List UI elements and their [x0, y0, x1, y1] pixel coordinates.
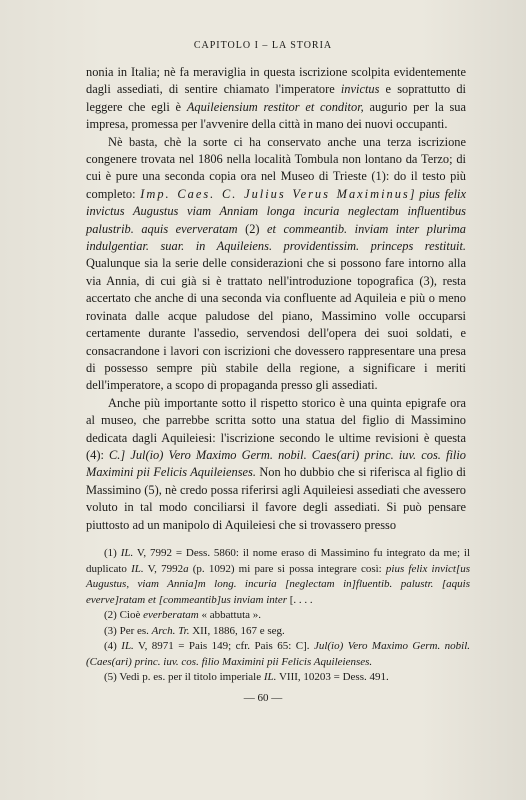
footnote-2	[86, 608, 470, 624]
p1-mid: e soprattutto di leggere che egli è	[86, 82, 466, 114]
fn1-a: (1)	[104, 547, 121, 559]
fn5-b: VIII, 10203 = Dess. 491.	[276, 671, 389, 683]
p1-end: augurio per la sua impresa, promessa per l'avvenire della città in mano dei nuovi occupanti.	[86, 99, 466, 132]
paragraph-2	[86, 134, 466, 395]
p2-d: Qualunque sia la serie delle considerazioni che si possono fare intorno alla via Annia, di cui già si è trattato nell'introduzione topografica (3), resta accertato che anche di una seconda via confluente ad Aquileia e più o meno rovinata dalle acque paludose del piano, Massimino volle occuparsi certamente durante l'assedio, servendosi dell'opera dei suoi soldati, e consacrandone i lavori con iscrizioni che dovessero rappresentare una presa di possesso sempre più stabile della regione, a significare i meriti dell'imperatore, a scopo di propaganda presso gli assediati.	[86, 256, 466, 393]
paragraph-3	[86, 395, 466, 534]
p3-b: Non ho dubbio che si riferisca al figlio di Massimino (5), nè credo possa riferirsi agli Aquileiesi assediati che avessero voluto in tal modo conciliarsi il favore degli assediati. Si può pensare piuttosto ad un manipolo di Aquileiesi che si trovassero presso	[86, 465, 466, 532]
footnote-3	[86, 624, 470, 640]
fn4-b: V, 8971 = Pais 149; cfr. Pais 65: C].	[133, 640, 314, 652]
p2-italic-c: et commeantib. inviam inter plurima indulgentiar. suar. in Aquileiens. providentissim. princeps restituit.	[86, 221, 466, 254]
p3-italic: C.] Jul(io) Vero Maximo Germ. nobil. Caes(ari) princ. iuv. cos. filio Maximini pii Felicis Aquileienses.	[86, 447, 466, 480]
running-head: CAPITOLO I – LA STORIA	[193, 40, 333, 51]
fn2-a: (2) Cioè	[104, 609, 144, 621]
footnote-5	[86, 670, 470, 686]
fn1-e: [. . . .	[287, 593, 313, 606]
fn5-a: (5) Vedi p. es. per il titolo imperiale	[104, 671, 264, 683]
footnote-4	[86, 639, 470, 670]
paragraph-1	[86, 64, 466, 134]
fn4-it1: IL.	[121, 640, 134, 652]
fn5-it: IL.	[263, 671, 277, 683]
fn1-it3: a	[183, 562, 189, 575]
p2-spaced-italic: Imp. Caes. C. Julius Verus Maximinus	[140, 186, 410, 201]
main-text	[86, 64, 466, 534]
fn3-b: XII, 1886, 167 e seg.	[189, 624, 285, 637]
p1-text: nonia in Italia; nè fa meraviglia in questa iscrizione scolpita evidentemente dagli assediati, di sentire chiamato l'imperatore	[86, 65, 466, 97]
fn1-b: V, 7992 = Dess. 5860: il nome eraso di Massimino fu integrato da me; il duplicato	[86, 547, 470, 575]
p1-italic-2: Aquileiensium restitor et conditor,	[186, 99, 364, 114]
fn4-it2: Jul(io) Vero Maximo Germ. nobil. (Caes(ari) princ. iuv. cos. filio Maximini pii Felicis Aquileienses.	[86, 640, 471, 668]
fn1-it4: pius felix invict[us Augustus, viam Annia]m long. incuria [neglectam in]fluentib. palustr. [aquis everve]ratam et [commeantib]us inviam inter	[86, 562, 471, 606]
fn2-b: « abbattuta ».	[198, 609, 262, 621]
fn2-it: everberatam	[143, 609, 199, 621]
fn3-a: (3) Per es.	[104, 624, 152, 637]
p3-a: Anche più importante sotto il rispetto storico è una quinta epigrafe ora al museo, che parrebbe scritta sotto una statua del figlio di Massimino dedicata dagli Aquileiesi: l'iscrizione secondo le ultime revisioni è questa (4):	[86, 395, 466, 462]
p2-ref-2: (2)	[237, 221, 268, 236]
p2-italic-b: ] pius felix invictus Augustus viam Anniam longa incuria neglectam influentibus palustrib. aquis eververatam	[86, 186, 466, 236]
footnotes	[86, 546, 470, 686]
page-number: — 60 —	[243, 692, 283, 704]
fn1-c: V, 7992	[143, 562, 184, 575]
fn1-d: (p. 1092) mi pare si possa integrare così:	[188, 562, 386, 575]
p1-italic-1: invictus	[340, 82, 380, 97]
p2-a: Nè basta, chè la sorte ci ha conservato anche una terza iscrizione congenere trovata nel 1806 nella località Tombula non lontano da Terzo; di cui è pure una seconda copia ora nel Museo di Trieste (1): do il testo più completo:	[86, 134, 466, 201]
fn1-it2: IL.	[131, 562, 144, 575]
fn1-it1: IL.	[120, 547, 134, 559]
footnote-1	[86, 546, 470, 608]
fn3-it: Arch. Tr.	[151, 624, 190, 637]
fn4-a: (4)	[104, 640, 122, 652]
